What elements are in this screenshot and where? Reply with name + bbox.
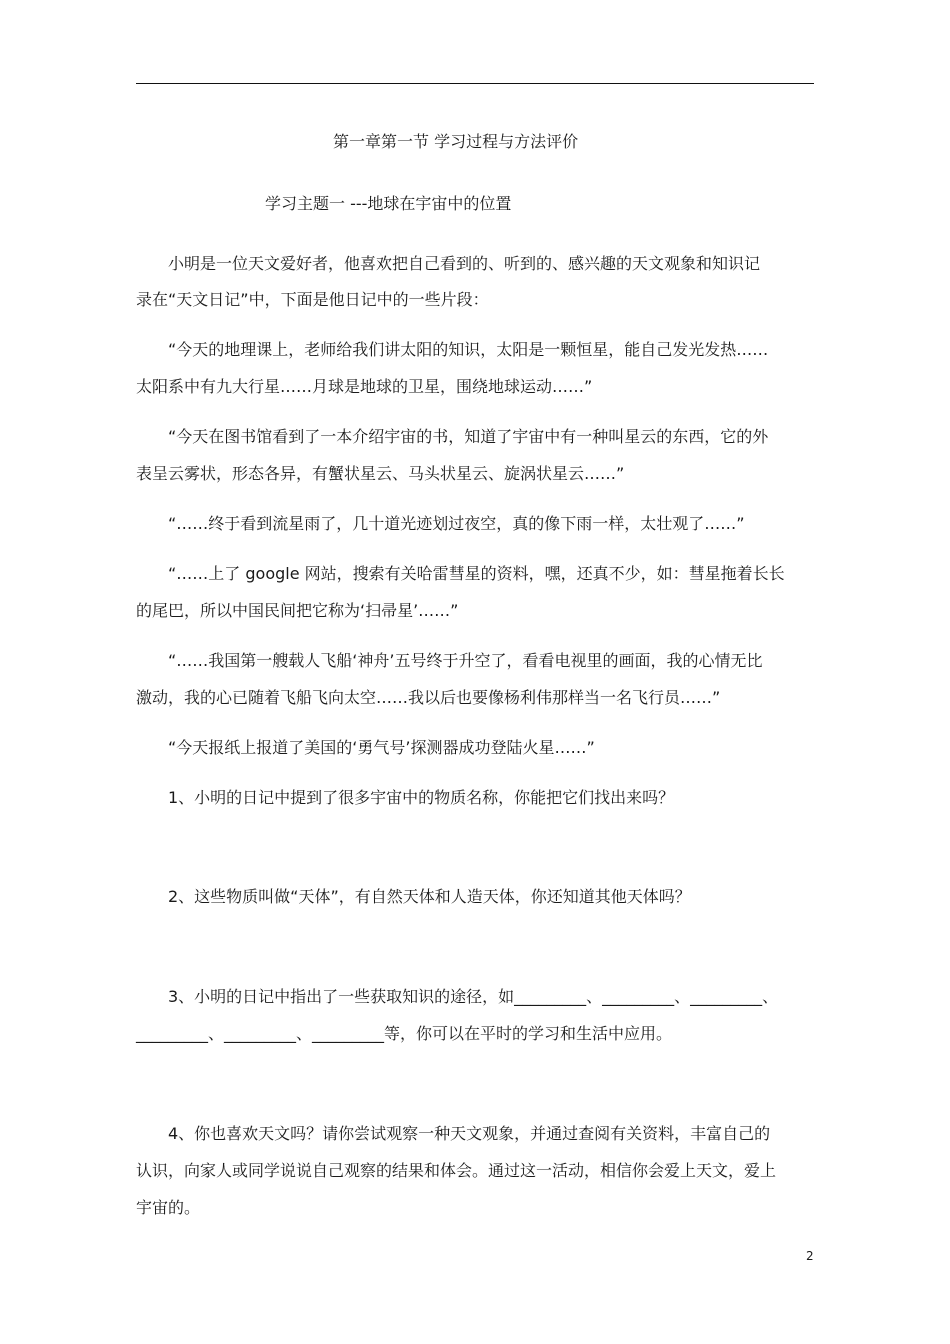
diary-entry-4-line-1: “……上了 google 网站，搜索有关哈雷彗星的资料，嘿，还真不少，如：彗星拖着长长 — [168, 564, 785, 583]
intro-line-2: 录在“天文日记”中，下面是他日记中的一些片段： — [136, 290, 489, 309]
page-number: 2 — [806, 1249, 814, 1263]
diary-entry-3-line-1: “……终于看到流星雨了，几十道光迹划过夜空，真的像下雨一样，太壮观了……” — [168, 514, 745, 533]
question-4-line-3: 宇宙的。 — [136, 1198, 201, 1217]
section-title: 第一章第一节 学习过程与方法评价 — [333, 132, 579, 151]
diary-entry-2-line-1: “今天在图书馆看到了一本介绍宇宙的书，知道了宇宙中有一种叫星云的东西，它的外 — [168, 427, 769, 446]
diary-entry-4-line-2: 的尾巴，所以中国民间把它称为‘扫帚星’……” — [136, 601, 459, 620]
diary-entry-2-line-2: 表呈云雾状，形态各异，有蟹状星云、马头状星云、旋涡状星云……” — [136, 464, 625, 483]
question-4-line-2: 认识，向家人或同学说说自己观察的结果和体会。通过这一活动，相信你会爱上天文，爱上 — [136, 1161, 777, 1180]
question-3-line-1: 3、小明的日记中指出了一些获取知识的途径，如_________、_________、_________、 — [168, 987, 779, 1006]
diary-entry-1-line-2: 太阳系中有九大行星……月球是地球的卫星，围绕地球运动……” — [136, 377, 593, 396]
question-1: 1、小明的日记中提到了很多宇宙中的物质名称，你能把它们找出来吗？ — [168, 788, 675, 807]
diary-entry-6-line-1: “今天报纸上报道了美国的‘勇气号’探测器成功登陆火星……” — [168, 738, 595, 757]
question-3-line-2: _________、_________、_________等，你可以在平时的学习和生活中应用。 — [136, 1024, 673, 1043]
diary-entry-1-line-1: “今天的地理课上，老师给我们讲太阳的知识，太阳是一颗恒星，能自己发光发热…… — [168, 340, 769, 359]
header-rule — [136, 83, 814, 84]
diary-entry-5-line-1: “……我国第一艘载人飞船‘神舟’五号终于升空了，看看电视里的画面，我的心情无比 — [168, 651, 763, 670]
question-2: 2、这些物质叫做“天体”，有自然天体和人造天体，你还知道其他天体吗？ — [168, 887, 691, 906]
topic-subtitle: 学习主题一 ---地球在宇宙中的位置 — [265, 194, 512, 213]
diary-entry-5-line-2: 激动，我的心已随着飞船飞向太空……我以后也要像杨利伟那样当一名飞行员……” — [136, 688, 721, 707]
question-4-line-1: 4、你也喜欢天文吗？请你尝试观察一种天文观象，并通过查阅有关资料，丰富自己的 — [168, 1124, 771, 1143]
intro-line-1: 小明是一位天文爱好者，他喜欢把自己看到的、听到的、感兴趣的天文观象和知识记 — [168, 254, 761, 273]
